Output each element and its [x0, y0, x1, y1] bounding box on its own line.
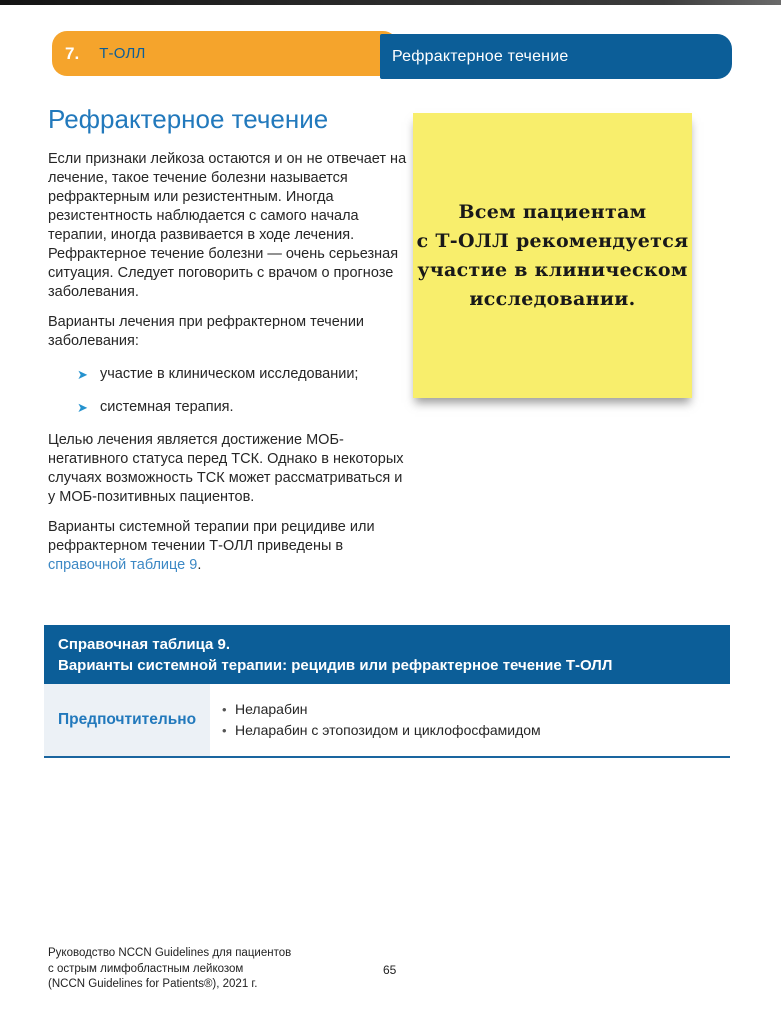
section-band [52, 31, 398, 76]
list-item-label: системная терапия. [100, 399, 234, 415]
list-item [48, 398, 408, 417]
footer [48, 946, 291, 993]
dot-bullet-icon: • [222, 723, 227, 738]
table-title-line-1: Справочная таблица 9. [58, 636, 230, 653]
row-category-cell [44, 684, 210, 756]
table-row [44, 684, 730, 758]
paragraph-treatment-goal: Целью лечения является достижение МОБ-негативного статуса перед ТСК. Однако в некоторых случаях возможность ТСК может рассматриваться и у МОБ-позитивных пациентов. [48, 432, 404, 505]
callout-line: участие в клиническом [417, 258, 688, 281]
page-title: Рефрактерное течение [48, 104, 329, 134]
therapy-item [222, 720, 730, 741]
arrow-bullet-icon: ➤ [77, 400, 88, 415]
table-9-link[interactable]: справочной таблице 9 [48, 557, 198, 573]
section-title: Т-ОЛЛ [99, 45, 146, 62]
table-header [44, 625, 730, 684]
therapy-item-label: Неларабин [235, 701, 308, 717]
footer-line: с острым лимфобластным лейкозом [48, 962, 244, 975]
therapy-item-label: Неларабин с этопозидом и циклофосфамидом [235, 722, 541, 738]
row-category-label: Предпочтительно [58, 711, 197, 728]
list-item-label: участие в клиническом исследовании; [100, 366, 359, 382]
row-therapies-cell [210, 684, 730, 756]
table-reference-period: . [197, 557, 202, 573]
arrow-bullet-icon: ➤ [77, 367, 88, 382]
main-text-column [48, 104, 408, 586]
callout-line: исследовании. [469, 287, 636, 310]
paragraph-refractory-definition: Если признаки лейкоза остаются и он не отвечает на лечение, такое течение болезни называется рефрактерным или резистентным. Иногда резистентность наблюдается с самого начала терапии, иногда развивается в ходе лечения. Рефрактерное течение болезни — очень серьезная ситуация. Следует поговорить с врачом о прогнозе заболевания. [48, 151, 407, 300]
window-top-edge [0, 0, 781, 5]
footer-line: Руководство NCCN Guidelines для пациентов [48, 947, 292, 959]
list-item [48, 365, 408, 384]
chapter-title: Рефрактерное течение [392, 47, 569, 65]
callout-sticky-note [413, 113, 692, 398]
table-title-line-2: Варианты системной терапии: рецидив или рефрактерное течение Т-ОЛЛ [58, 657, 613, 674]
paragraph-treatment-options-intro: Варианты лечения при рефрактерном течении заболевания: [48, 314, 365, 349]
therapy-item [222, 699, 730, 720]
table-reference-text: Варианты системной терапии при рецидиве или рефрактерном течении Т-ОЛЛ приведены в [48, 519, 375, 554]
callout-line: с Т-ОЛЛ рекомендуется [416, 229, 689, 252]
page-number: 65 [383, 963, 397, 977]
callout-line: Всем пациентам [458, 200, 647, 223]
reference-table-9 [44, 625, 730, 758]
chapter-band [380, 34, 732, 79]
treatment-options-list [48, 365, 408, 417]
dot-bullet-icon: • [222, 702, 227, 717]
section-number: 7. [65, 43, 80, 63]
paragraph-table-reference [48, 518, 408, 575]
footer-line: (NCCN Guidelines for Patients®), 2021 г. [48, 978, 258, 990]
